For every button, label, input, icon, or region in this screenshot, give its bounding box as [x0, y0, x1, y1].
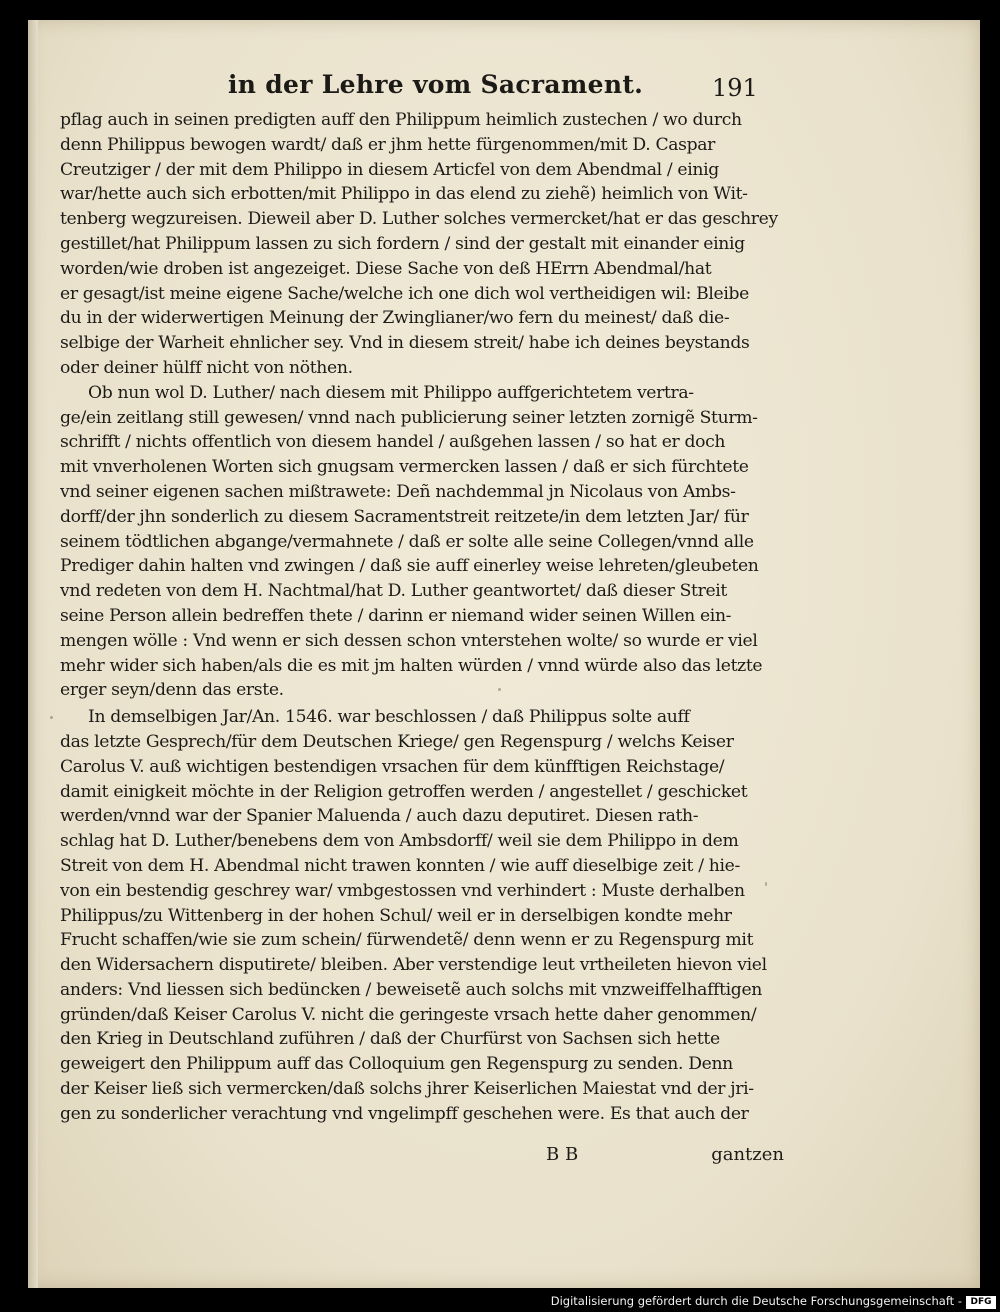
- text-line: der Keiser ließ sich vermercken/daß solchs jhrer Keiserlichen Maiestat vnd der jri-: [60, 1079, 754, 1100]
- text-line: vnd redeten von dem H. Nachtmal/hat D. Luther geantwortet/ daß dieser Streit: [60, 581, 727, 602]
- paper-speck: [50, 716, 53, 719]
- text-line: das letzte Gesprech/für dem Deutschen Kriege/ gen Regenspurg / welchs Keiser: [60, 731, 734, 752]
- text-line: geweigert den Philippum auff das Colloquium gen Regenspurg zu senden. Denn: [60, 1054, 733, 1075]
- text-line: schlag hat D. Luther/benebens dem von Ambsdorff/ weil sie dem Philippo in dem: [60, 831, 739, 852]
- text-line: den Krieg in Deutschland zuführen / daß der Churfürst von Sachsen sich hette: [60, 1029, 720, 1050]
- signature-mark: B B: [546, 1144, 579, 1165]
- text-line: selbige der Warheit ehnlicher sey. Vnd in diesem streit/ habe ich deines beystands: [60, 333, 750, 354]
- paper-speck: [498, 688, 501, 691]
- text-line: gründen/daß Keiser Carolus V. nicht die geringeste vrsach hette daher genommen/: [60, 1004, 757, 1025]
- text-line: mit vnverholenen Worten sich gnugsam vermercken lassen / daß er sich fürchtete: [60, 457, 749, 478]
- funding-credit: Digitalisierung gefördert durch die Deutsche Forschungsgemeinschaft -: [550, 1294, 962, 1308]
- text-line: vnd seiner eigenen sachen mißtrawete: Deñ nachdemmal jn Nicolaus von Ambs-: [60, 481, 736, 502]
- text-line: mengen wölle : Vnd wenn er sich dessen schon vnterstehen wolte/ so wurde er viel: [60, 630, 758, 651]
- text-line: gestillet/hat Philippum lassen zu sich fordern / sind der gestalt mit einander einig: [60, 233, 745, 254]
- page-body: [60, 108, 784, 1127]
- text-line: werden/vnnd war der Spanier Maluenda / auch dazu deputiret. Diesen rath-: [60, 806, 699, 827]
- text-line: schrifft / nichts offentlich von diesem handel / außgehen lassen / so hat er doch: [60, 432, 726, 453]
- text-line: war/hette auch sich erbotten/mit Philippo in das elend zu ziehẽ) heimlich von Wit-: [60, 184, 748, 205]
- text-line: gen zu sonderlicher verachtung vnd vngelimpff geschehen were. Es that auch der: [60, 1103, 749, 1124]
- page-footer: [60, 1144, 784, 1174]
- text-line: Prediger dahin halten vnd zwingen / daß sie auff einerley weise lehreten/gleubeten: [60, 556, 759, 577]
- text-line: anders: Vnd liessen sich bedüncken / beweisetẽ auch solchs mit vnzweiffelhafftigen: [60, 979, 762, 1000]
- text-line: Ob nun wol D. Luther/ nach diesem mit Philippo auffgerichtetem vertra-: [88, 382, 694, 403]
- text-line: dorff/der jhn sonderlich zu diesem Sacramentstreit reitzete/in dem letzten Jar/ für: [60, 506, 749, 527]
- text-line: Carolus V. auß wichtigen bestendigen vrsachen für dem künfftigen Reichstage/: [60, 756, 725, 777]
- text-line: du in der widerwertigen Meinung der Zwinglianer/wo fern du meinest/ daß die-: [60, 308, 730, 329]
- text-line: mehr wider sich haben/als die es mit jm halten würden / vnnd würde also das letzte: [60, 655, 763, 676]
- text-line: denn Philippus bewogen wardt/ daß er jhm hette fürgenommen/mit D. Caspar: [60, 134, 716, 155]
- text-line: den Widersachern disputirete/ bleiben. Aber verstendige leut vrtheileten hievon viel: [60, 955, 767, 976]
- text-line: Creutziger / der mit dem Philippo in diesem Articfel von dem Abendmal / einig: [60, 159, 719, 180]
- text-line: seine Person allein bedreffen thete / darinn er niemand wider seinen Willen ein-: [60, 605, 732, 626]
- text-line: Streit von dem H. Abendmal nicht trawen konnten / wie auff dieselbige zeit / hie-: [60, 855, 740, 876]
- page-edge: [28, 20, 38, 1288]
- text-line: von ein bestendig geschrey war/ vmbgestossen vnd verhindert : Muste derhalben: [60, 880, 745, 901]
- catchword: gantzen: [711, 1144, 784, 1165]
- text-line: Frucht schaffen/wie sie zum schein/ fürwendetẽ/ denn wenn er zu Regenspurg mit: [60, 930, 754, 951]
- text-line: ge/ein zeitlang still gewesen/ vnnd nach publicierung seiner letzten zornigẽ Sturm-: [60, 407, 758, 428]
- text-line: er gesagt/ist meine eigene Sache/welche ich one dich wol vertheidigen wil: Bleibe: [60, 283, 750, 304]
- text-line: pflag auch in seinen predigten auff den Philippum heimlich zustechen / wo durch: [60, 110, 742, 130]
- running-header: in der Lehre vom Sacrament.: [228, 70, 644, 99]
- text-line: oder deiner hülff nicht von nöthen.: [60, 357, 353, 378]
- paper-speck: [765, 882, 767, 886]
- page-number: 191: [712, 74, 758, 102]
- text-line: damit einigkeit möchte in der Religion getroffen werden / angestellet / geschicket: [60, 781, 748, 802]
- text-line: worden/wie droben ist angezeiget. Diese Sache von deß HErrn Abendmal/hat: [60, 258, 712, 279]
- text-line: Philippus/zu Wittenberg in der hohen Schul/ weil er in derselbigen kondte mehr: [60, 905, 732, 926]
- book-page: [28, 20, 980, 1288]
- dfg-logo: DFG: [966, 1296, 996, 1309]
- text-line: tenberg wegzureisen. Dieweil aber D. Luther solches vermercket/hat er das geschrey: [60, 209, 778, 230]
- text-line: seinem tödtlichen abgange/vermahnete / daß er solte alle seine Collegen/vnnd alle: [60, 531, 754, 552]
- text-line: In demselbigen Jar/An. 1546. war beschlossen / daß Philippus solte auff: [88, 707, 690, 728]
- text-line: erger seyn/denn das erste.: [60, 680, 284, 701]
